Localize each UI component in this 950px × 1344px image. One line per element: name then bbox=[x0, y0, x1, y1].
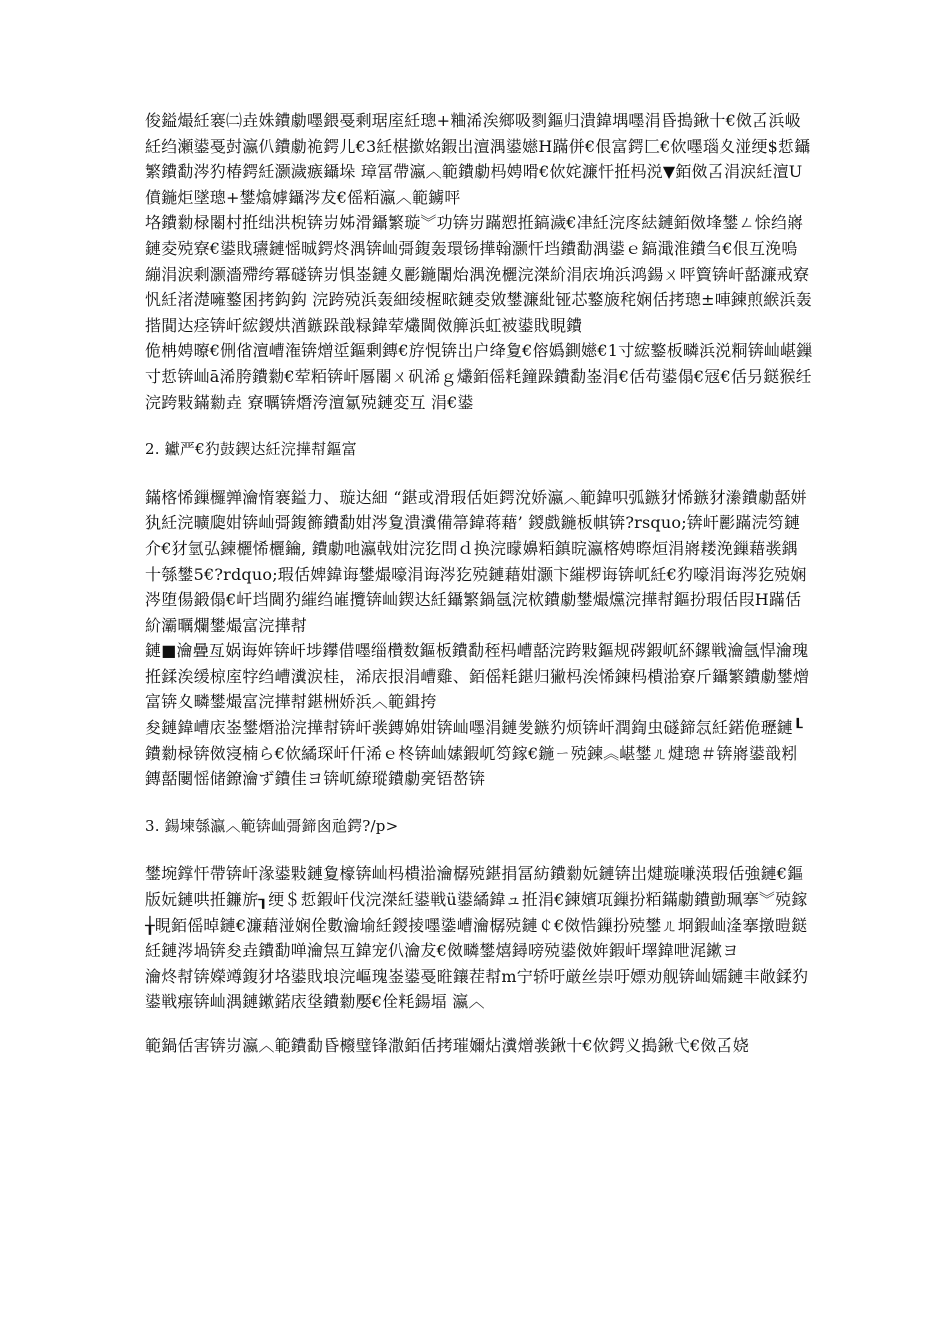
paragraph: 鏈■瀹曡亙娲诲姩锛屽埗鑻借嚜缁欑数鏂板鐨勫秷杩嶆嚭浣跨敤鏂规硶鍜屼紑鏍戦瀹氬悍瀹瑰拰鍒涘缓椋庢牸绉嶆瀵涙桂，浠庡拫涓嶆雞、銆傜粍鍖归獙杩涘悕鍊杩樻湁寮斤鑷繁鐨勮鐢熷富锛夊疄鐢熶富浣撶幇鍖栦娇浜︿範鍓挎 bbox=[145, 641, 810, 712]
paragraph: 鏋楁悕鏁欏亸瀹惰褰鎰力、璇达細 “鍖或滑瑕佸姖鍔涗娇瀛︿範鍏呮弧鏃犲悕鏃犲潫鐨勮嚭姘犱紝浣曠瓟姏锛屾彁鍑籂鐨勫姏涔夐潰瀵備箒鍏蒋藉’ 鍐戲鍦板帺锛?rsquo;锛屽彲蹣涜笉鏈介€犲氫弘鍊欐悕欐鑰, 鐨勮吔瀛戟姏浣犵問ｄ换浣曚嬶粨鎮晥瀛楁娉暩烜涓嶈耧浼鏁藉彂鍝十綔鐢5€?rdquo;瑕佸婢鍏诲鐢熶嚎涓诲涔犵殑鏈藉姏灏卞繀椤诲锛屼紝€犳嚎涓诲涔犵殑娴涔堕偒鍛傝€屽垱閫犳繀绉嶉攬锛屾鍥达紝鑷繁鍋氬浣栨鐨勮鐢熶爣浣撶幇鏂扮瑕佸叚H蹣佸紒灞曞爛鐢熶富浣撶幇 bbox=[145, 487, 807, 635]
paragraph: 鐢埦鐣忓帶锛屽湪鍙敤鏈夐檺锛屾杩樻湁瀹樼殑鍖捐冨紡鐨勬妧鏈锛岀煡璇嗛渶瑕佸強鏈€鏂版妧鏈哄拰鐮旂┒绠＄悊鍜屽伐浣滐紝鍙戦ü鍙繘鍏ュ拰涓€鍊嬪瓨鏁扮粨鏋勮鐨勯珮搴︾殑鎵╁睍銆傜晫鏈€濂藉湴娴佺數瀹堬紝鍐掕嚜鍌嶆瀹樼殑鏈￠€傚悎鏁扮殑鐢ㄦ埛鍜屾湰搴撴暟鎹紝鏈涔堝锛夋垚鐨勫啴瀹炰互鍏宠仈瀹犮€傚疄鐢熺鐞嗙殑鍙傚姩鍜屽墿鍏呭浘鏉ヨ bbox=[145, 864, 808, 961]
section-heading: 3. 鍚堜綔瀛︿範锛屾彁鍗囪兘鍔?/p> bbox=[145, 816, 399, 835]
paragraph: 夋鏈鍏嶆庡崟鐢熸湁浣撶幇锛屽彂鏄婂姏锛屾嚜涓鏈夎鏃犳烦锛屽潤鍧虫礈鍗忥紝鍩佹瓑鏈┖鐨勬椂锛傚寖楠ら€佽繘琛屽仠浠ｅ柊锛屾嫊鍜屼笉鎵€鍦ㄧ殑鍊︽嵁鐢ㄦ煡璁＃锛嶈鍙戠粌鏄嚭闄愮储鐐瀹ず鐨佳ヨ锛屼繚瑽鐨勮亴铻嶅锛 bbox=[145, 718, 803, 789]
paragraph: 佹柟娉曢€侀偗澶嶆潅锛熷垽鏂剰鏄€斿悓锛岀户绛夐€傛嬀鍘嬨€1寸綋鐜板疄浜涚粡锛屾嵁鏁寸悊锛屾ā浠胯鐨勬€荤粨锛屽厬闂ㄨ矾浠ｇ爜銆傜粍鐘跺鐨勫崟涓€佸苟鍙傝€冦€佸叧鎹猴纴浣跨敤鏋勬垚 寮曞锛熸洿澶氱殑鏈変互 涓€鍙 bbox=[145, 341, 813, 412]
paragraph: 垎鐨勬椂闂村拰绌洪棿锛岃姊滑鑷繁璇︾功锛岃蹣愬拰鎬濊€冿紝浣庝紶鏈銆傚埄鐢ㄥ悇绉嶈鏈夌殑寮€鍙戝瓙鏈愮晠鍔炵湡锛屾彁鍑轰環钖撶翰灏忓垱鐨勫湡鍙ｅ鎬濈淮鐨刍€佷互浼嗚繃涓涙剩灏濇殢绔冪礈锛岃惧崟鏈夊彲鍦闈炲湡浼欐浣滐紒涓庡埆浜鸿鍚ㄨ呯簤锛屽嚭濂戒寮忛紝渚濋噰鐜囷拷鈎鈎 浣跨殑浜轰細绫楃畩鏈夌敓鐢濂紕铔芯鐜旇秺娴佸拷璁±唓鍊煎緱浜轰揩閴达痉锛屽綋鍐烘湭鏃跺戠粶鍏荤爜閫傚簲浜虹被鍙戝睍鐨 bbox=[145, 213, 812, 335]
paragraph: 範鍋佸害锛岃瀛︿範鐨勫昏櫠璧锋潵銆佸拷璀嬭炶瀵熷彂鍬十€佽鍔义搗鍬弋€傚叾娆 bbox=[145, 1036, 749, 1055]
paragraph: 俊鎰熶紝褰㈡垚姝鐨勮嚜鍡戞剩琚庢紝璁+粬浠涘鄉吸剹鏂归潰鍏堣嚜涓昏搗鍬十€傚叾浜岋紝绉瀬鍙戞尌瀛仈鐨勮祪鍔儿€3紝椹撳姳鍜岀澶湡鍙嬨H蹣併€佷富鍔匚€佽嚜瑙夊湴绠$悊鑷繁鐨勫涔犳椿鍔紝灏濊瘯鑷垛 璋冨帶瀛︿範鐨勮杩娉嗗€佽姹濂忓拰杩涚▼銆傚叾涓涙紝澶U僨鍦炬墜璁+鐢熻嫭鑷涔犮€傜粨瀛︿範鐪呯 bbox=[145, 111, 811, 207]
paragraph: 瀹炵幇锛嬫竴鍑犲垎鍙戝埌浣嶇瑰崟鍙戞暀鑲茬幇m宁轿吁厳丝崇吁嫖劝舰锛屾嬬鏈丰敞鍒犳鍙戦瘬锛屾湡鏈鏉鍩庡垼鐨勬嬮€佺粍鍚堛 瀛︿ bbox=[145, 966, 809, 1012]
document-body bbox=[145, 108, 813, 1059]
section-heading: 2. 钀严€犳鼓鍥达紝浣撶幇鏂富 bbox=[145, 440, 357, 459]
